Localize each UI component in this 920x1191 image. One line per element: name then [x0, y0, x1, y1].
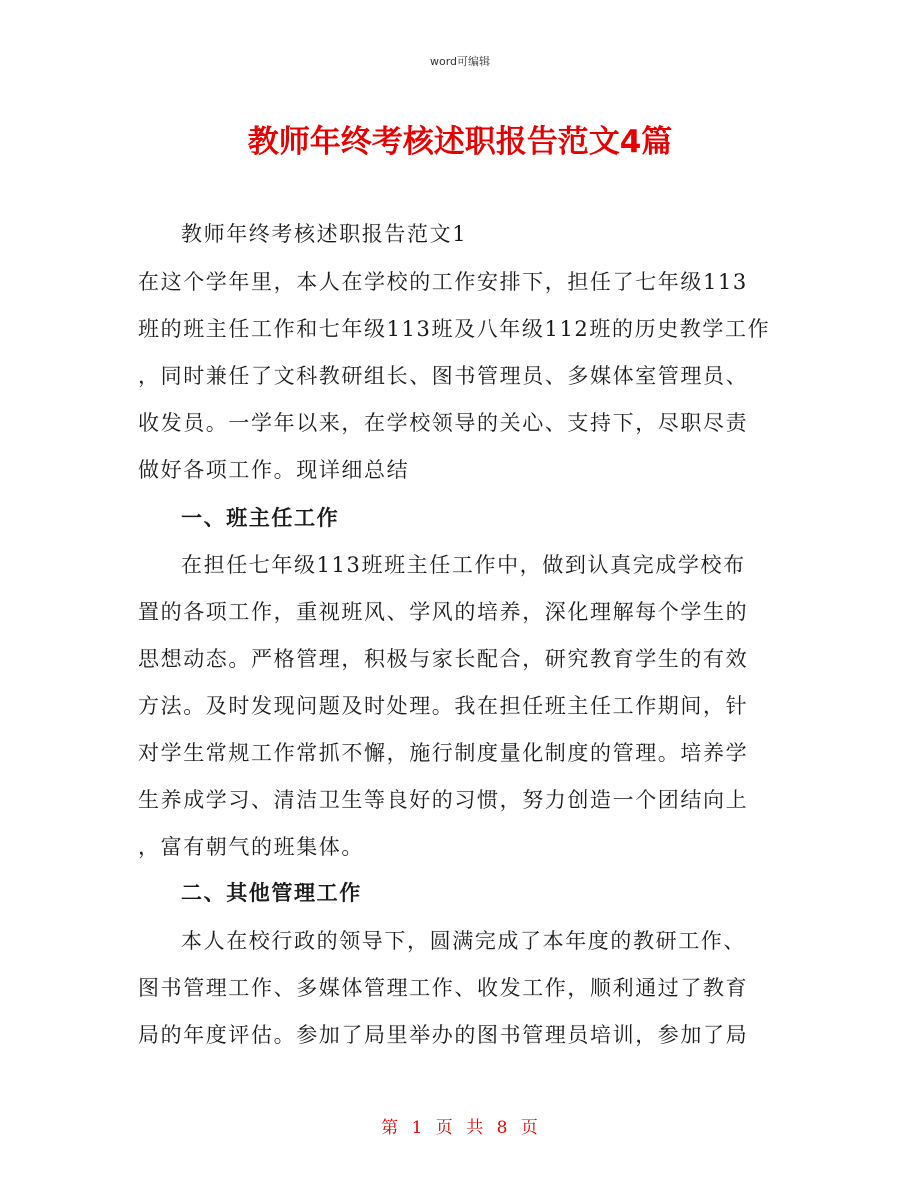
paragraph-line: ，富有朝气的班集体。 — [138, 835, 364, 859]
paragraph-line: 班的班主任工作和七年级113班及八年级112班的历史教学工作 — [138, 317, 771, 341]
paragraph-line: 方法。及时发现问题及时处理。我在担任班主任工作期间，针 — [138, 694, 749, 718]
paragraph-line: 收发员。一学年以来，在学校领导的关心、支持下，尽职尽责 — [138, 411, 749, 435]
footer-suffix: 页 — [520, 1118, 539, 1138]
paragraph-line: 生养成学习、清洁卫生等良好的习惯，努力创造一个团结向上 — [138, 788, 749, 812]
document-title: 教师年终考核述职报告范文4篇 — [247, 124, 673, 160]
footer-total-pages: 8 — [496, 1118, 509, 1138]
paragraph-line: 做好各项工作。现详细总结 — [138, 458, 410, 482]
document-subtitle: 教师年终考核述职报告范文1 — [181, 222, 468, 246]
footer-total-word: 共 — [466, 1118, 485, 1138]
page-footer — [0, 1113, 920, 1138]
paragraph-line: 在担任七年级113班班主任工作中，做到认真完成学校布 — [181, 553, 746, 577]
paragraph-line: ，同时兼任了文科教研组长、图书管理员、多媒体室管理员、 — [138, 364, 749, 388]
footer-page-word: 页 — [435, 1118, 454, 1138]
footer-prefix: 第 — [381, 1118, 400, 1138]
footer-current-page: 1 — [411, 1118, 424, 1138]
paragraph-line: 对学生常规工作常抓不懈，施行制度量化制度的管理。培养学 — [138, 741, 749, 765]
section-heading-1: 一、班主任工作 — [181, 505, 340, 530]
paragraph-line: 在这个学年里，本人在学校的工作安排下，担任了七年级113 — [138, 270, 748, 294]
paragraph-line: 思想动态。严格管理，积极与家长配合，研究教育学生的有效 — [138, 647, 749, 671]
section-heading-2: 二、其他管理工作 — [181, 880, 362, 905]
paragraph-line: 本人在校行政的领导下，圆满完成了本年度的教研工作、 — [181, 929, 746, 953]
paragraph-line: 置的各项工作，重视班风、学风的培养，深化理解每个学生的 — [138, 600, 749, 624]
header-note: word可编辑 — [429, 55, 491, 68]
paragraph-line: 局的年度评估。参加了局里举办的图书管理员培训，参加了局 — [138, 1023, 749, 1047]
paragraph-line: 图书管理工作、多媒体管理工作、收发工作，顺利通过了教育 — [138, 976, 749, 1000]
